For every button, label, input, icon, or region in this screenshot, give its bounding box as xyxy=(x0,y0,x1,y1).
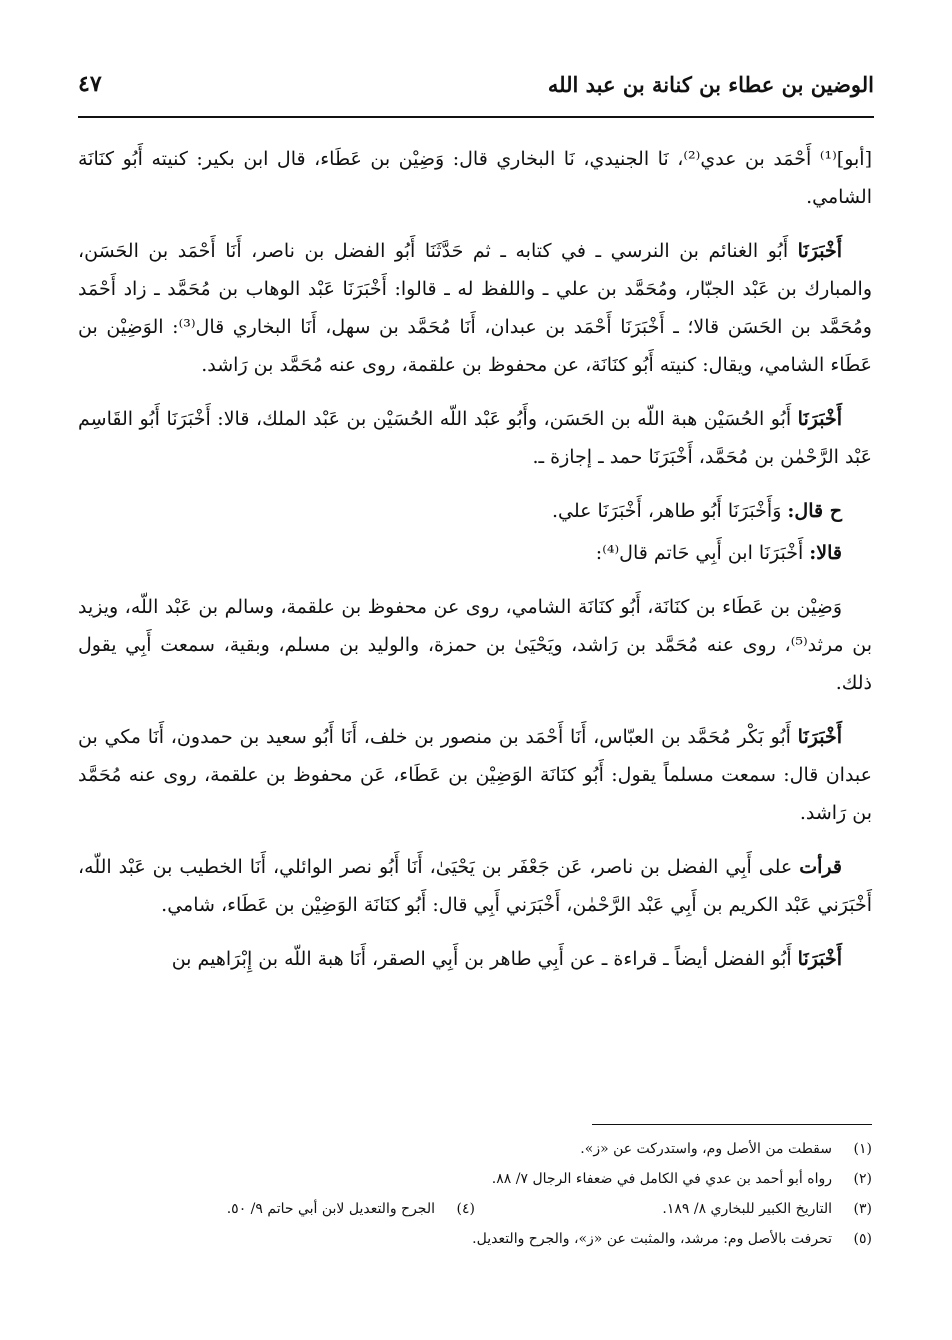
footnote-number: (١) xyxy=(853,1141,872,1157)
paragraph-text: أَبُو بَكْر مُحَمَّد بن العبّاس، أَنَا أَحْمَد بن منصور بن خلف، أَنَا أَبُو سعيد بن حمدون، أَنَا مكي بن عبدان قال: سمعت مسلماً يقول: أَبُو كنَانَة الوَضِيْن بن عَطَاء، عَن محفوظ بن علقمة، روى عنه مُحَمَّد بن رَاشد. xyxy=(78,726,872,824)
paragraph-text: [أبو]⁽¹⁾ أَحْمَد بن عدي⁽²⁾، نَا الجنيدي، نَا البخاري قال: وَضِيْن بن عَطَاء، قال ابن بكير: كنيته أَبُو كنَانَة الشامي. xyxy=(78,148,872,208)
paragraph-keyword: ح قال: xyxy=(787,500,842,522)
page-header xyxy=(78,62,874,106)
footnote-number: (٢) xyxy=(853,1171,872,1187)
footnote-number: (٥) xyxy=(853,1231,872,1247)
paragraph-keyword: أَخْبَرَنَا xyxy=(797,948,842,970)
footnote-text: تحرفت بالأصل وم: مرشد، والمثبت عن «ز»، والجرح والتعديل. xyxy=(472,1231,832,1247)
paragraph xyxy=(78,534,872,572)
paragraph-keyword: أَخْبَرَنَا xyxy=(797,726,842,748)
paragraph-text: وَضِيْن بن عَطَاء بن كنَانَة، أَبُو كنَانَة الشامي، روى عن محفوظ بن علقمة، وسالم بن عَبْد اللّه، ويزيد بن مرثد⁽⁵⁾، روى عنه مُحَمَّد بن رَاشد، ويَحْيَىٰ بن حمزة، والوليد بن مسلم، وبقية، سمعت أَبِي يقول ذلك. xyxy=(78,596,872,694)
paragraph-keyword: أَخْبَرَنَا xyxy=(797,408,842,430)
footnote xyxy=(78,1194,475,1224)
footnotes xyxy=(78,1134,872,1254)
paragraph xyxy=(78,492,872,530)
paragraph xyxy=(78,400,872,476)
paragraph-text: أَخْبَرَنَا ابن أَبِي حَاتم قال⁽⁴⁾: xyxy=(595,542,810,564)
footnote-row xyxy=(78,1194,872,1224)
footnote-number: (٤) xyxy=(456,1201,475,1217)
paragraph-text: أَبُو الفضل أيضاً ـ قراءة ـ عن أَبِي طاهر بن أَبِي الصقر، أَنَا هبة اللّه بن إِبْرَاهيم بن xyxy=(171,948,798,970)
footnote xyxy=(78,1134,872,1164)
paragraph-keyword: قالا: xyxy=(809,542,842,564)
running-title: الوضين بن عطاء بن كنانة بن عبد الله xyxy=(547,71,874,97)
paragraph xyxy=(78,588,872,702)
paragraph xyxy=(78,140,872,216)
paragraph xyxy=(78,232,872,384)
paragraph-text: وَأَخْبَرَنَا أَبُو طاهر، أَخْبَرَنَا علي. xyxy=(551,500,788,522)
footnote xyxy=(78,1224,872,1254)
main-text xyxy=(78,140,872,994)
footnote-number: (٣) xyxy=(853,1201,872,1217)
footnote-text: سقطت من الأصل وم، واستدركت عن «ز». xyxy=(580,1141,832,1157)
paragraph-keyword: قرأت xyxy=(799,856,842,878)
footnote xyxy=(78,1164,872,1194)
footnote-text: الجرح والتعديل لابن أبي حاتم ٩/ ٥٠. xyxy=(226,1201,435,1217)
footnote-text: التاريخ الكبير للبخاري ٨/ ١٨٩. xyxy=(662,1201,832,1217)
paragraph-text: على أَبِي الفضل بن ناصر، عَن جَعْفَر بن يَحْيَىٰ، أَنَا أَبُو نصر الوائلي، أَنَا الخطيب بن عَبْد اللّه، أَخْبَرَني عَبْد الكريم بن أَبِي عَبْد الرَّحْمٰن، أَخْبَرَني أَبِي قال: أَبُو كنَانَة الوَضِيْن بن عَطَاء، شامي. xyxy=(78,856,872,916)
paragraph xyxy=(78,940,872,978)
footnote-text: رواه أبو أحمد بن عدي في الكامل في ضعفاء الرجال ٧/ ٨٨. xyxy=(491,1171,832,1187)
page-number: ٤٧ xyxy=(78,71,102,97)
paragraph xyxy=(78,718,872,832)
paragraph-text: أَبُو الحُسَيْن هبة اللّه بن الحَسَن، وأَبُو عَبْد اللّه الحُسَيْن بن عَبْد الملك، قالا: أَخْبَرَنَا أَبُو القَاسِم عَبْد الرَّحْمٰن بن مُحَمَّد، أَخْبَرَنَا حمد ـ إجازة ـ. xyxy=(78,408,872,468)
footnote-divider xyxy=(592,1124,872,1125)
paragraph-keyword: أَخْبَرَنَا xyxy=(797,240,842,262)
paragraph-text: أَبُو الغنائم بن النرسي ـ في كتابه ـ ثم حَدَّثَنَا أَبُو الفضل بن ناصر، أَنَا أَحْمَد بن الحَسَن، والمبارك بن عَبْد الجبّار، ومُحَمَّد بن علي ـ واللفظ له ـ قالوا: أَخْبَرَنَا عَبْد الوهاب بن مُحَمَّد ـ زاد أَحْمَد ومُحَمَّد بن الحَسَن قالا؛ ـ أَخْبَرَنَا أَحْمَد بن عبدان، أَنَا مُحَمَّد بن سهل، أَنَا البخاري قال⁽³⁾: الوَضِيْن بن عَطَاء الشامي، ويقال: كنيته أَبُو كنَانَة، عن محفوظ بن علقمة، روى عنه مُحَمَّد بن رَاشد. xyxy=(78,240,872,376)
footnote xyxy=(475,1194,872,1224)
paragraph xyxy=(78,848,872,924)
header-divider xyxy=(78,116,874,118)
